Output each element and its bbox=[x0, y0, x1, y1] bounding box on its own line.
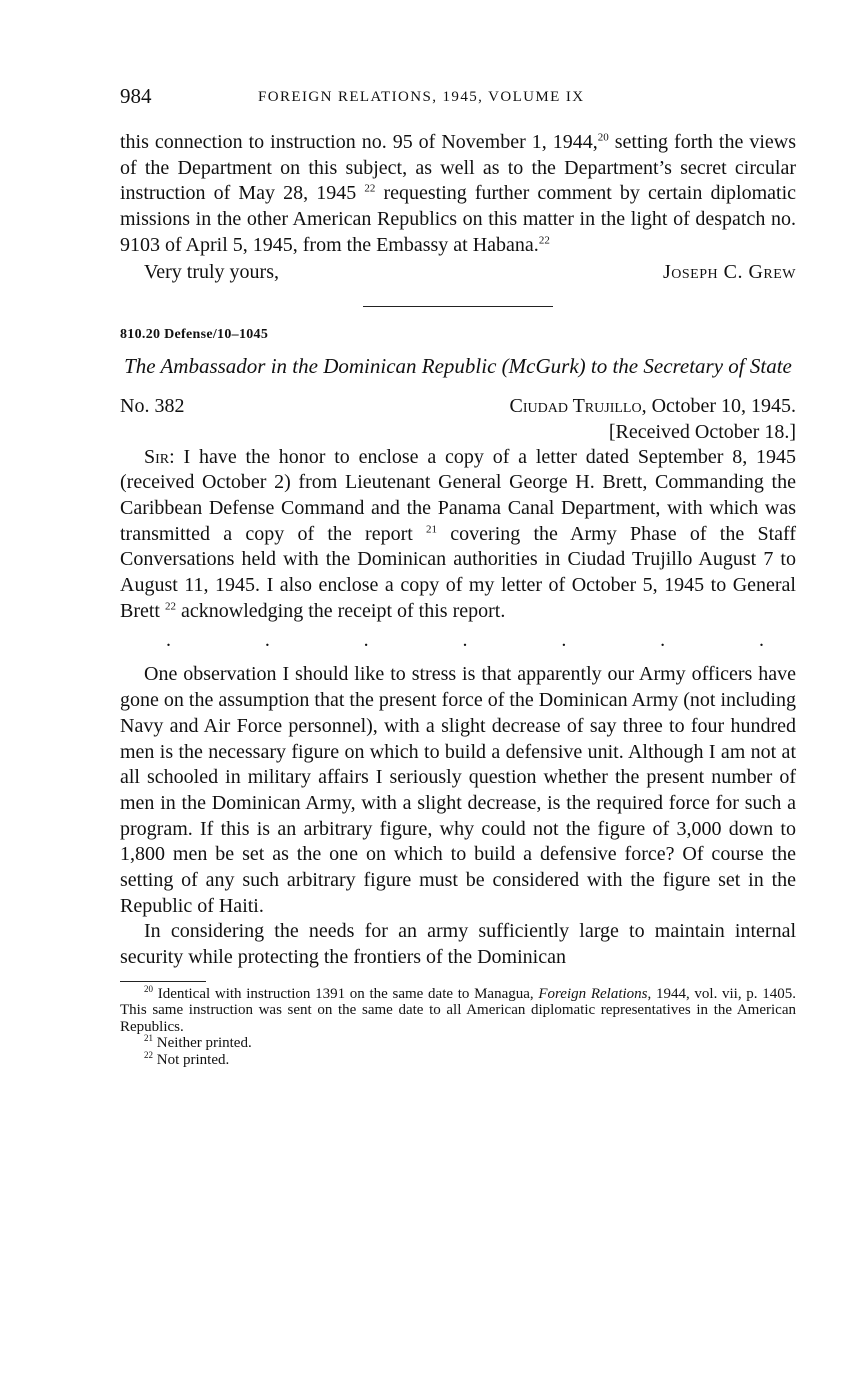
footnote-20 bbox=[120, 983, 796, 1036]
footnotes bbox=[120, 983, 796, 1069]
file-number: 810.20 Defense/10–1045 bbox=[120, 326, 269, 342]
text-run-italic: Foreign Relations bbox=[538, 985, 648, 1002]
ellipsis-dot: . bbox=[166, 629, 171, 652]
footnote-ref: 20 bbox=[597, 131, 609, 144]
footnote-ref: 22 bbox=[364, 182, 376, 195]
footnote-mark: 20 bbox=[144, 983, 153, 994]
footnote-21 bbox=[120, 1035, 796, 1052]
text-run: covering the Army Phase of the Staff Conversations held with the Dominican authorities in Ciudad Trujillo August 7 to August 11, 1945. I also enclose a copy of my letter of October 5, 1945 to General Brett bbox=[120, 522, 796, 622]
footnote-ref: 22 bbox=[165, 600, 176, 613]
paragraph-opening bbox=[120, 445, 796, 625]
signature: Joseph C. Grew bbox=[662, 260, 796, 283]
place-date bbox=[510, 393, 797, 419]
place: Ciudad Trujillo bbox=[509, 394, 642, 417]
text-run: this connection to instruction no. 95 of November 1, 1944, bbox=[120, 131, 598, 153]
ellipsis-dot: . bbox=[462, 629, 468, 652]
paragraph-observation: One observation I should like to stress is that apparently our Army officers have gone on the assumption that the present force of the Dominican Army (not including Navy and Air Force personnel), with a slight decrease of say three to four hundred men is the necessary figure on which to build a defensive unit. Although I am not at all schooled in military affairs I seriously question whether the present number of men in the Dominican Army, with a slight decrease, is the required force for such a program. If this is an arbitrary figure, why could not the figure of 3,000 down to 1,800 men be set as the one on which to build a defensive force? Of course the setting of any such arbitrary figure must be considered with the figure set in the Republic of Haiti. bbox=[120, 663, 796, 917]
page-number: 984 bbox=[120, 84, 152, 108]
received-date: [Received October 18.] bbox=[608, 420, 796, 443]
ellipsis-dot: . bbox=[363, 629, 369, 652]
ellipsis-dot: . bbox=[561, 629, 567, 652]
complimentary-close: Very truly yours, bbox=[144, 260, 279, 283]
footnote-mark: 21 bbox=[144, 1033, 153, 1044]
running-head bbox=[120, 84, 796, 118]
text-run: requesting further comment by certain diplomatic missions in the other American Republics on this matter in the light of despatch no. 9103 of April 5, 1945, from the Embassy at Habana. bbox=[120, 182, 796, 256]
text-run: , 1944, vol. vii, p. 1405. This same instruction was sent on the same date to all American diplomatic representatives in the American Republics. bbox=[120, 985, 796, 1035]
paragraph-continuation bbox=[120, 130, 796, 259]
ellipsis-dot: . bbox=[660, 629, 666, 652]
footnote-22 bbox=[120, 1049, 796, 1069]
text-run: setting forth the views of the Department on this subject, as well as to the Department’s secret circular instruction of May 28, 1945 bbox=[120, 131, 796, 205]
ellipsis-dot: . bbox=[758, 629, 764, 652]
salutation: Sir bbox=[144, 445, 170, 468]
ellipsis-dot: . bbox=[264, 629, 270, 652]
letter-closing bbox=[120, 259, 796, 285]
omission-ellipsis bbox=[120, 630, 796, 650]
running-title: FOREIGN RELATIONS, 1945, VOLUME IX bbox=[258, 89, 585, 105]
despatch-number: No. 382 bbox=[120, 394, 185, 417]
text-run: Identical with instruction 1391 on the same date to Managua, bbox=[153, 985, 539, 1002]
dateline bbox=[120, 393, 796, 419]
paragraph-considering: In considering the needs for an army sufficiently large to maintain internal security while protecting the frontiers of the Dominican bbox=[120, 920, 796, 969]
footnote-divider bbox=[120, 981, 206, 982]
text-run: : I have the honor to enclose a copy of a letter dated September 8, 1945 (received October 2) from Lieutenant General George H. Brett, Commanding the Caribbean Defense Command and the Panama Canal Department, with which was transmitted a copy of the report bbox=[120, 445, 796, 545]
footnote-ref: 21 bbox=[426, 522, 438, 535]
section-divider bbox=[363, 306, 553, 307]
document-page bbox=[120, 84, 796, 1068]
document-title: The Ambassador in the Dominican Republic (McGurk) to the Secretary of State bbox=[124, 353, 792, 378]
footnote-ref: 22 bbox=[538, 234, 550, 247]
text-run: Not printed. bbox=[153, 1051, 230, 1068]
text-run: acknowledging the receipt of this report. bbox=[176, 599, 506, 622]
text-run: Neither printed. bbox=[153, 1035, 252, 1052]
footnote-mark: 22 bbox=[144, 1049, 153, 1060]
date: , October 10, 1945. bbox=[641, 394, 796, 417]
